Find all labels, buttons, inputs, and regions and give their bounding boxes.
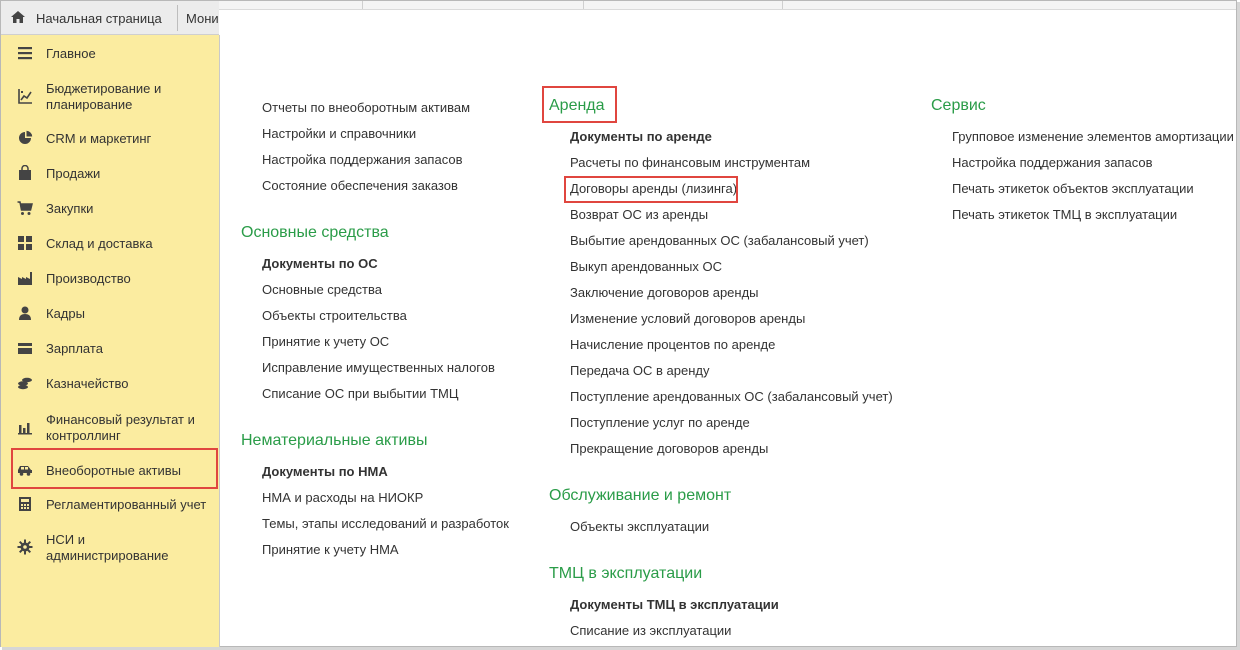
- person-icon: [17, 305, 33, 321]
- link-settings[interactable]: Настройки и справочники: [262, 126, 417, 141]
- sidebar-item-label: Продажи: [46, 166, 101, 181]
- section-title-lease: Аренда: [549, 97, 605, 114]
- shopping-bag-icon: [17, 165, 33, 181]
- sidebar-item-label: Главное: [46, 46, 96, 61]
- section-title-fixed-assets: Основные средства: [241, 224, 389, 241]
- link-nma-rnd[interactable]: НМА и расходы на НИОКР: [262, 490, 424, 505]
- sidebar-item-label: Регламентированный учет: [46, 497, 207, 512]
- tab-strip: [1, 1, 219, 35]
- link-tmc-writeoff[interactable]: Списание из эксплуатации: [570, 623, 732, 638]
- link-fixed-assets[interactable]: Основные средства: [262, 282, 382, 297]
- tab-home[interactable]: [1, 1, 177, 34]
- sidebar-item-production[interactable]: [1, 269, 219, 289]
- wallet-icon: [17, 340, 33, 356]
- tab-separator: [177, 5, 178, 31]
- link-os-lease-out[interactable]: Передача ОС в аренду: [570, 363, 710, 378]
- sidebar-item-main[interactable]: [1, 44, 219, 64]
- link-nma-documents[interactable]: Документы по НМА: [262, 464, 388, 479]
- top-toolbar-strip: [219, 1, 1236, 10]
- link-operation-objects[interactable]: Объекты эксплуатации: [570, 519, 710, 534]
- link-property-tax-fix[interactable]: Исправление имущественных налогов: [262, 360, 495, 375]
- tab-monitor-label[interactable]: Мони: [186, 11, 219, 26]
- link-print-tmc-labels[interactable]: Печать этикеток ТМЦ в эксплуатации: [952, 207, 1178, 222]
- sidebar-item-label: НСИ и администрирование: [46, 532, 169, 563]
- cart-icon: [17, 200, 33, 216]
- link-lease-terms-change[interactable]: Изменение условий договоров аренды: [570, 311, 806, 326]
- sidebar-item-sales[interactable]: [1, 164, 219, 184]
- sidebar-item-label: CRM и маркетинг: [46, 131, 152, 146]
- link-nma-acceptance[interactable]: Принятие к учету НМА: [262, 542, 399, 557]
- section-title-intangibles: Нематериальные активы: [241, 432, 428, 449]
- link-stock-settings-2[interactable]: Настройка поддержания запасов: [952, 155, 1153, 170]
- sidebar-item-label: Финансовый результат и контроллинг: [46, 412, 195, 443]
- link-os-acceptance[interactable]: Принятие к учету ОС: [262, 334, 390, 349]
- link-financial-instruments[interactable]: Расчеты по финансовым инструментам: [570, 155, 811, 170]
- sidebar-item-nsi-admin[interactable]: [1, 530, 219, 566]
- sidebar-item-label: Зарплата: [46, 341, 103, 356]
- link-lease-interest[interactable]: Начисление процентов по аренде: [570, 337, 776, 352]
- section-title-service: Сервис: [931, 97, 986, 114]
- link-reports[interactable]: Отчеты по внеоборотным активам: [262, 100, 471, 115]
- menu-lines-icon: [17, 45, 33, 61]
- section-title-tmc: ТМЦ в эксплуатации: [549, 565, 703, 582]
- link-lease-services[interactable]: Поступление услуг по аренде: [570, 415, 750, 430]
- link-tmc-documents[interactable]: Документы ТМЦ в эксплуатации: [570, 597, 779, 612]
- sidebar-item-label: Кадры: [46, 306, 85, 321]
- link-lease-documents[interactable]: Документы по аренде: [570, 129, 712, 144]
- link-leased-os-receipt[interactable]: Поступление арендованных ОС (забалансовый учет): [570, 389, 893, 404]
- link-construction-objects[interactable]: Объекты строительства: [262, 308, 407, 323]
- sidebar: [1, 35, 220, 647]
- sidebar-item-warehouse[interactable]: [1, 234, 219, 254]
- link-lease-conclusion[interactable]: Заключение договоров аренды: [570, 285, 759, 300]
- section-title-maintenance: Обслуживание и ремонт: [549, 487, 732, 504]
- sidebar-selection-highlight: [11, 448, 218, 489]
- sidebar-item-label: Казначейство: [46, 376, 129, 391]
- gear-icon: [17, 539, 33, 555]
- calculator-icon: [17, 496, 33, 512]
- link-group-amortization[interactable]: Групповое изменение элементов амортизации: [952, 129, 1234, 144]
- pie-chart-icon: [17, 130, 33, 146]
- main-content: [220, 10, 1236, 647]
- link-os-documents[interactable]: Документы по ОС: [262, 256, 378, 271]
- sidebar-item-salary[interactable]: [1, 339, 219, 359]
- link-leased-os-disposal[interactable]: Выбытие арендованных ОС (забалансовый учет): [570, 233, 869, 248]
- link-stock-settings[interactable]: Настройка поддержания запасов: [262, 152, 463, 167]
- link-lease-termination[interactable]: Прекращение договоров аренды: [570, 441, 769, 456]
- home-icon: [10, 10, 26, 24]
- link-os-writeoff[interactable]: Списание ОС при выбытии ТМЦ: [262, 386, 459, 401]
- sidebar-item-finresult[interactable]: [1, 410, 219, 446]
- sidebar-item-hr[interactable]: [1, 304, 219, 324]
- lease-contracts-highlight: [564, 176, 738, 203]
- budget-chart-icon: [17, 88, 33, 104]
- link-research-topics[interactable]: Темы, этапы исследований и разработок: [262, 516, 509, 531]
- lease-title-highlight: [542, 86, 617, 123]
- sidebar-item-label: Закупки: [46, 201, 94, 216]
- sidebar-item-label: Производство: [46, 271, 131, 286]
- coins-icon: [17, 375, 33, 391]
- link-print-object-labels[interactable]: Печать этикеток объектов эксплуатации: [952, 181, 1194, 196]
- sidebar-item-purchases[interactable]: [1, 199, 219, 219]
- factory-icon: [17, 270, 33, 286]
- tab-home-label: Начальная страница: [36, 11, 162, 26]
- sidebar-item-regulated[interactable]: [1, 495, 219, 515]
- sidebar-item-label: Бюджетирование и планирование: [46, 81, 162, 112]
- link-order-status[interactable]: Состояние обеспечения заказов: [262, 178, 458, 193]
- sidebar-item-label: Внеоборотные активы: [46, 463, 182, 478]
- sidebar-item-crm[interactable]: [1, 129, 219, 149]
- link-os-return[interactable]: Возврат ОС из аренды: [570, 207, 709, 222]
- bar-chart-icon: [17, 419, 33, 435]
- sidebar-item-budgeting[interactable]: [1, 79, 219, 115]
- sidebar-item-treasury[interactable]: [1, 374, 219, 394]
- link-leased-os-buyout[interactable]: Выкуп арендованных ОС: [570, 259, 722, 274]
- warehouse-grid-icon: [17, 235, 33, 251]
- sidebar-item-label: Склад и доставка: [46, 236, 153, 251]
- link-lease-contracts[interactable]: Договоры аренды (лизинга): [570, 181, 738, 196]
